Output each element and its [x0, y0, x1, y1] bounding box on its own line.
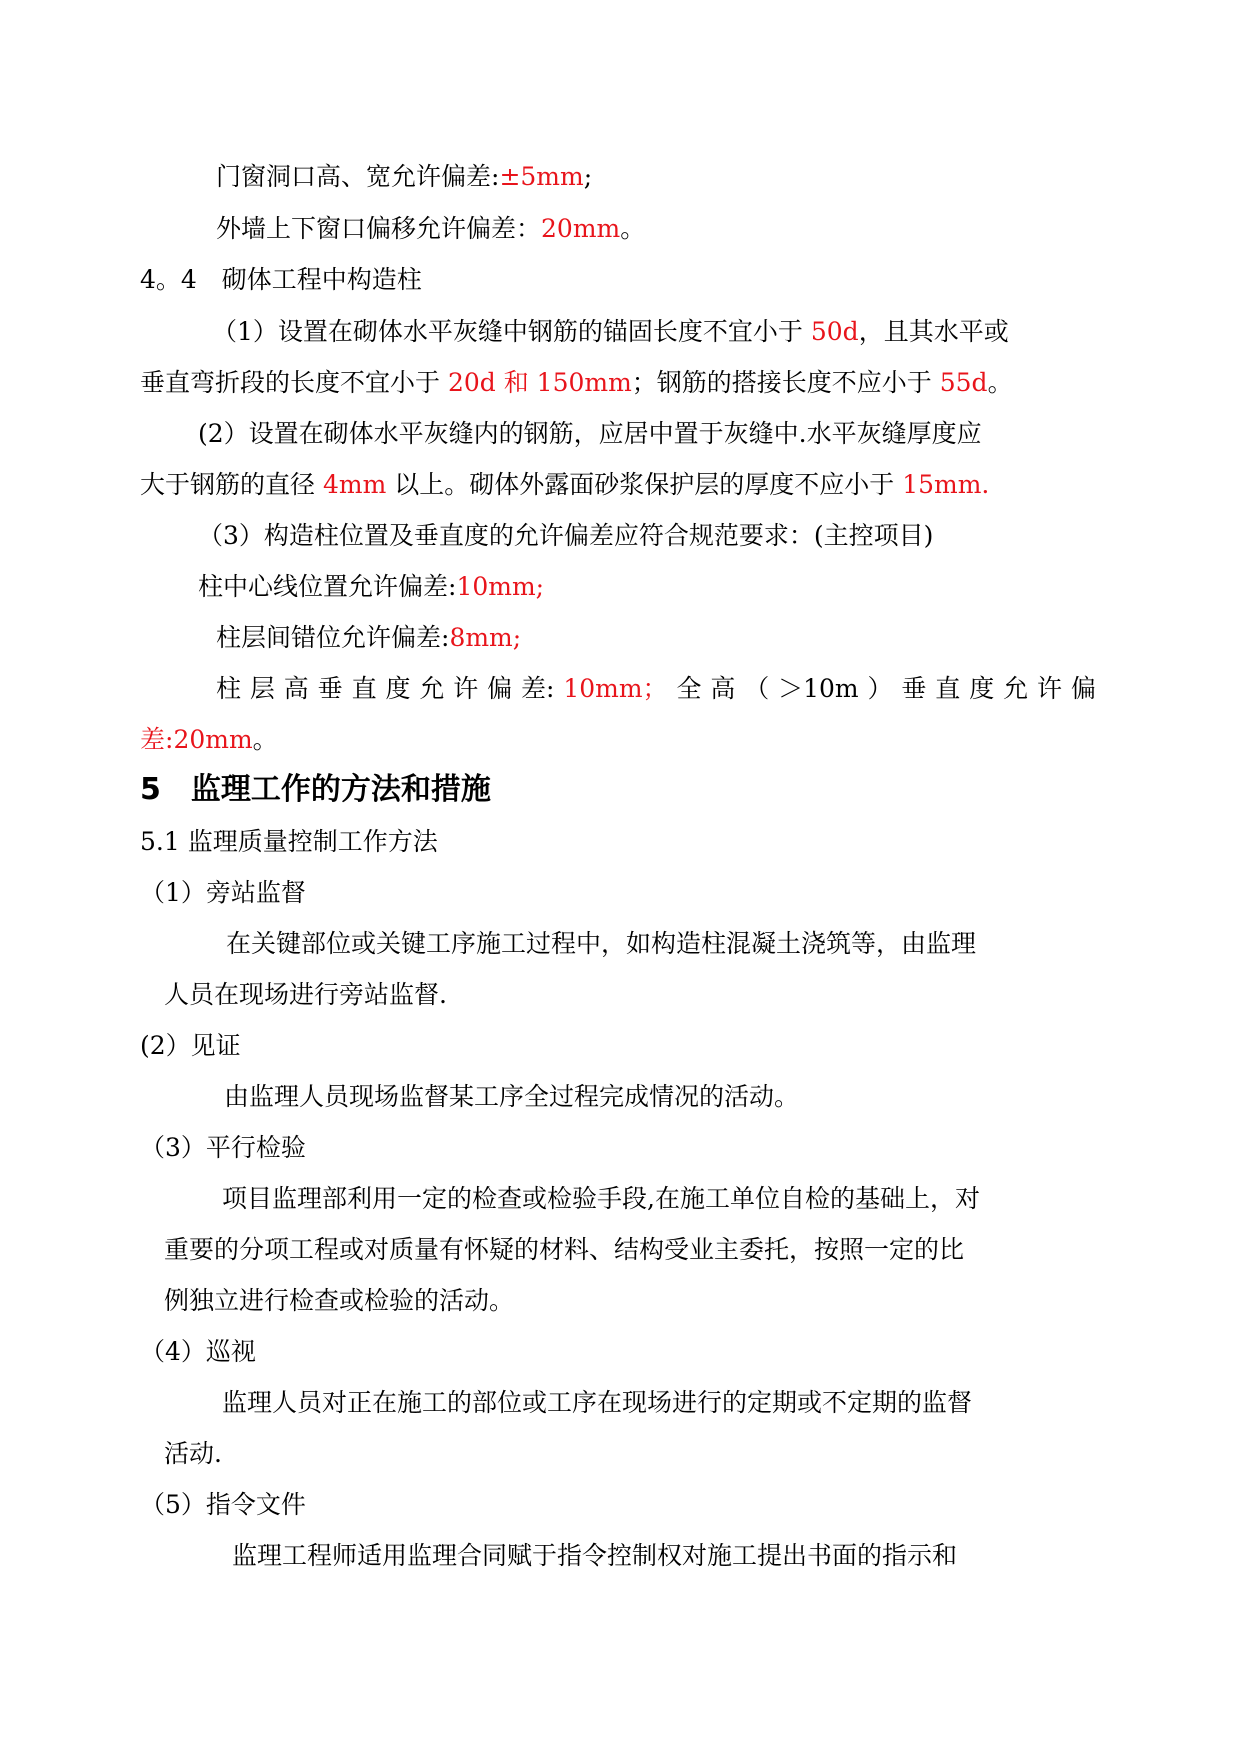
- item1-line2: 垂直弯折段的长度不宜小于 20d 和 150mm；钢筋的搭接长度不应小于 55d。: [140, 368, 1013, 397]
- method-3-body-1: 项目监理部利用一定的检查或检验手段,在施工单位自检的基础上，对: [222, 1184, 980, 1213]
- method-2-body-1: 由监理人员现场监督某工序全过程完成情况的活动。: [224, 1082, 800, 1111]
- section-5-title: 5 监理工作的方法和措施: [140, 772, 491, 807]
- item2-line2: 大于钢筋的直径 4mm 以上。砌体外露面砂浆保护层的厚度不应小于 15mm.: [140, 470, 990, 499]
- door-window-tolerance: 门窗洞口高、宽允许偏差:±5mm;: [216, 162, 593, 191]
- outer-wall-tolerance: 外墙上下窗口偏移允许偏差：20mm。: [216, 214, 646, 243]
- method-5-head: （5）指令文件: [140, 1490, 306, 1519]
- method-3-body-3: 例独立进行检查或检验的活动。: [164, 1286, 515, 1315]
- method-3-head: （3）平行检验: [140, 1133, 306, 1162]
- method-5-body-1: 监理工程师适用监理合同赋于指令控制权对施工提出书面的指示和: [232, 1541, 958, 1570]
- method-1-body-1: 在关键部位或关键工序施工过程中，如构造柱混凝土浇筑等，由监理: [226, 929, 977, 958]
- method-4-body-1: 监理人员对正在施工的部位或工序在现场进行的定期或不定期的监督: [222, 1388, 973, 1417]
- item1-line1: （1）设置在砌体水平灰缝中钢筋的锚固长度不宜小于 50d，且其水平或: [212, 317, 1009, 346]
- height-vertical-tolerance-line2: 差:20mm。: [140, 725, 278, 754]
- layer-offset-tolerance: 柱层间错位允许偏差:8mm;: [216, 623, 522, 652]
- section-4-4-title: 4。4 砌体工程中构造柱: [140, 265, 422, 294]
- method-2-head: (2）见证: [140, 1031, 241, 1060]
- method-4-body-2: 活动.: [164, 1439, 222, 1468]
- item3-line1: （3）构造柱位置及垂直度的允许偏差应符合规范要求：(主控项目): [198, 521, 934, 550]
- method-1-body-2: 人员在现场进行旁站监督.: [164, 980, 447, 1009]
- method-3-body-2: 重要的分项工程或对质量有怀疑的材料、结构受业主委托，按照一定的比: [164, 1235, 965, 1264]
- section-5-1-title: 5.1 监理质量控制工作方法: [140, 827, 438, 856]
- method-1-head: （1）旁站监督: [140, 878, 306, 907]
- method-4-head: （4）巡视: [140, 1337, 256, 1366]
- center-line-tolerance: 柱中心线位置允许偏差:10mm;: [198, 572, 545, 601]
- item2-line1: (2）设置在砌体水平灰缝内的钢筋，应居中置于灰缝中.水平灰缝厚度应: [198, 419, 982, 448]
- height-vertical-tolerance-line1: 柱 层 高 垂 直 度 允 许 偏 差: 10mm； 全 高 （ ＞10m ） 垂 直 度 允 许 偏: [216, 674, 1096, 703]
